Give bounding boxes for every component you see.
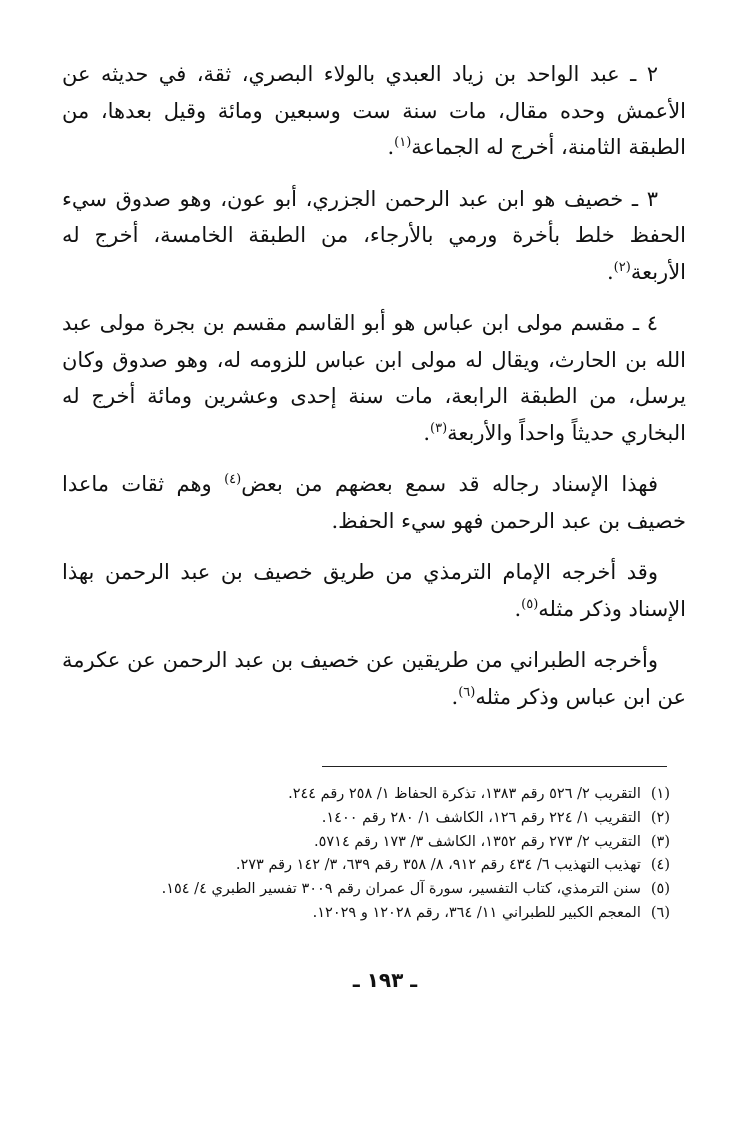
paragraph-narrator-4: ٤ ـ مقسم مولى ابن عباس هو أبو القاسم مقسم بن بجرة مولى عبد الله بن الحارث، ويقال له مولى ابن عباس للزومه له، وهو صدوق وكان يرسل، من الطبقة الرابعة، مات سنة إحدى وعشرين ومائة أخرج له البخاري حديثاً واحداً والأربعة$^{(٣)}$. xyxy=(62,311,686,445)
footnote-item xyxy=(95,878,670,902)
footnotes-list xyxy=(95,783,670,926)
footnote-ref-2: (٢) xyxy=(613,259,631,275)
footnote-text: التقريب ٢/ ٥٢٦ رقم ١٣٨٣، تذكرة الحفاظ ١/ ٢٥٨ رقم ٢٤٤. xyxy=(288,786,641,802)
footnote-ref-3: (٣) xyxy=(430,420,448,436)
paragraph-isnad-assessment: فهذا الإسناد رجاله قد سمع بعضهم من بعض$^{(٤)}$ وهم ثقات ماعدا خصيف بن عبد الرحمن فهو سيء الحفظ. xyxy=(62,472,686,533)
main-text xyxy=(62,56,686,730)
footnote-text: التقريب ١/ ٢٢٤ رقم ١٢٦، الكاشف ١/ ٢٨٠ رقم ١٤٠٠. xyxy=(321,809,641,826)
footnote-text: سنن الترمذي، كتاب التفسير، سورة آل عمران رقم ٣٠٠٩ تفسير الطبري ٤/ ١٥٤. xyxy=(161,881,641,898)
footnote-number: (٣) xyxy=(650,833,670,850)
footnote-item xyxy=(95,854,670,878)
paragraph-narrator-2: ٢ ـ عبد الواحد بن زياد العبدي بالولاء البصري، ثقة، في حديثه عن الأعمش وحده مقال، مات سنة ست وسبعين ومائة وقيل بعدها، من الطبقة الثامنة، أخرج له الجماعة$^{(١)}$. xyxy=(62,62,686,159)
footnote-ref-1: (١) xyxy=(394,135,412,150)
footnote-number: (٤) xyxy=(650,857,670,874)
footnote-number: (٦) xyxy=(650,904,670,921)
footnote-ref-6: (٦) xyxy=(458,684,476,700)
footnote-number: (٥) xyxy=(650,881,670,898)
page-number: ـ ١٩٣ ـ xyxy=(352,968,418,992)
footnote-item xyxy=(95,783,670,807)
footnote-ref-5: (٥) xyxy=(521,596,539,612)
footnote-number: (٢) xyxy=(650,809,670,826)
footnote-item xyxy=(95,807,670,831)
paragraph-tabarani-source: وأخرجه الطبراني من طريقين عن خصيف بن عبد الرحمن عن عكرمة عن ابن عباس وذكر مثله$^{(٦)}$. xyxy=(62,648,686,709)
footnote-item xyxy=(95,831,670,855)
paragraph-tirmidhi-source: وقد أخرجه الإمام الترمذي من طريق خصيف بن عبد الرحمن بهذا الإسناد وذكر مثله$^{(٥)}$. xyxy=(62,560,686,621)
footnote-text: تهذيب التهذيب ٦/ ٤٣٤ رقم ٩١٢، ٨/ ٣٥٨ رقم ٦٣٩، ٣/ ١٤٢ رقم ٢٧٣. xyxy=(235,857,641,874)
footnote-number: (١) xyxy=(650,786,670,802)
footnote-text: التقريب ٢/ ٢٧٣ رقم ١٣٥٢، الكاشف ٣/ ١٧٣ رقم ٥٧١٤. xyxy=(313,833,641,850)
footnote-divider xyxy=(322,766,667,767)
footnote-text: المعجم الكبير للطبراني ١١/ ٣٦٤، رقم ١٢٠٢٨ و ١٢٠٢٩. xyxy=(312,904,641,921)
footnote-item xyxy=(95,902,670,926)
footnote-ref-4: (٤) xyxy=(224,472,242,487)
paragraph-narrator-3: ٣ ـ خصيف هو ابن عبد الرحمن الجزري، أبو عون، وهو صدوق سيء الحفظ خلط بأخرة ورمي بالأرجاء، من الطبقة الخامسة، أخرج له الأربعة$^{(٢)}$. xyxy=(62,186,686,284)
